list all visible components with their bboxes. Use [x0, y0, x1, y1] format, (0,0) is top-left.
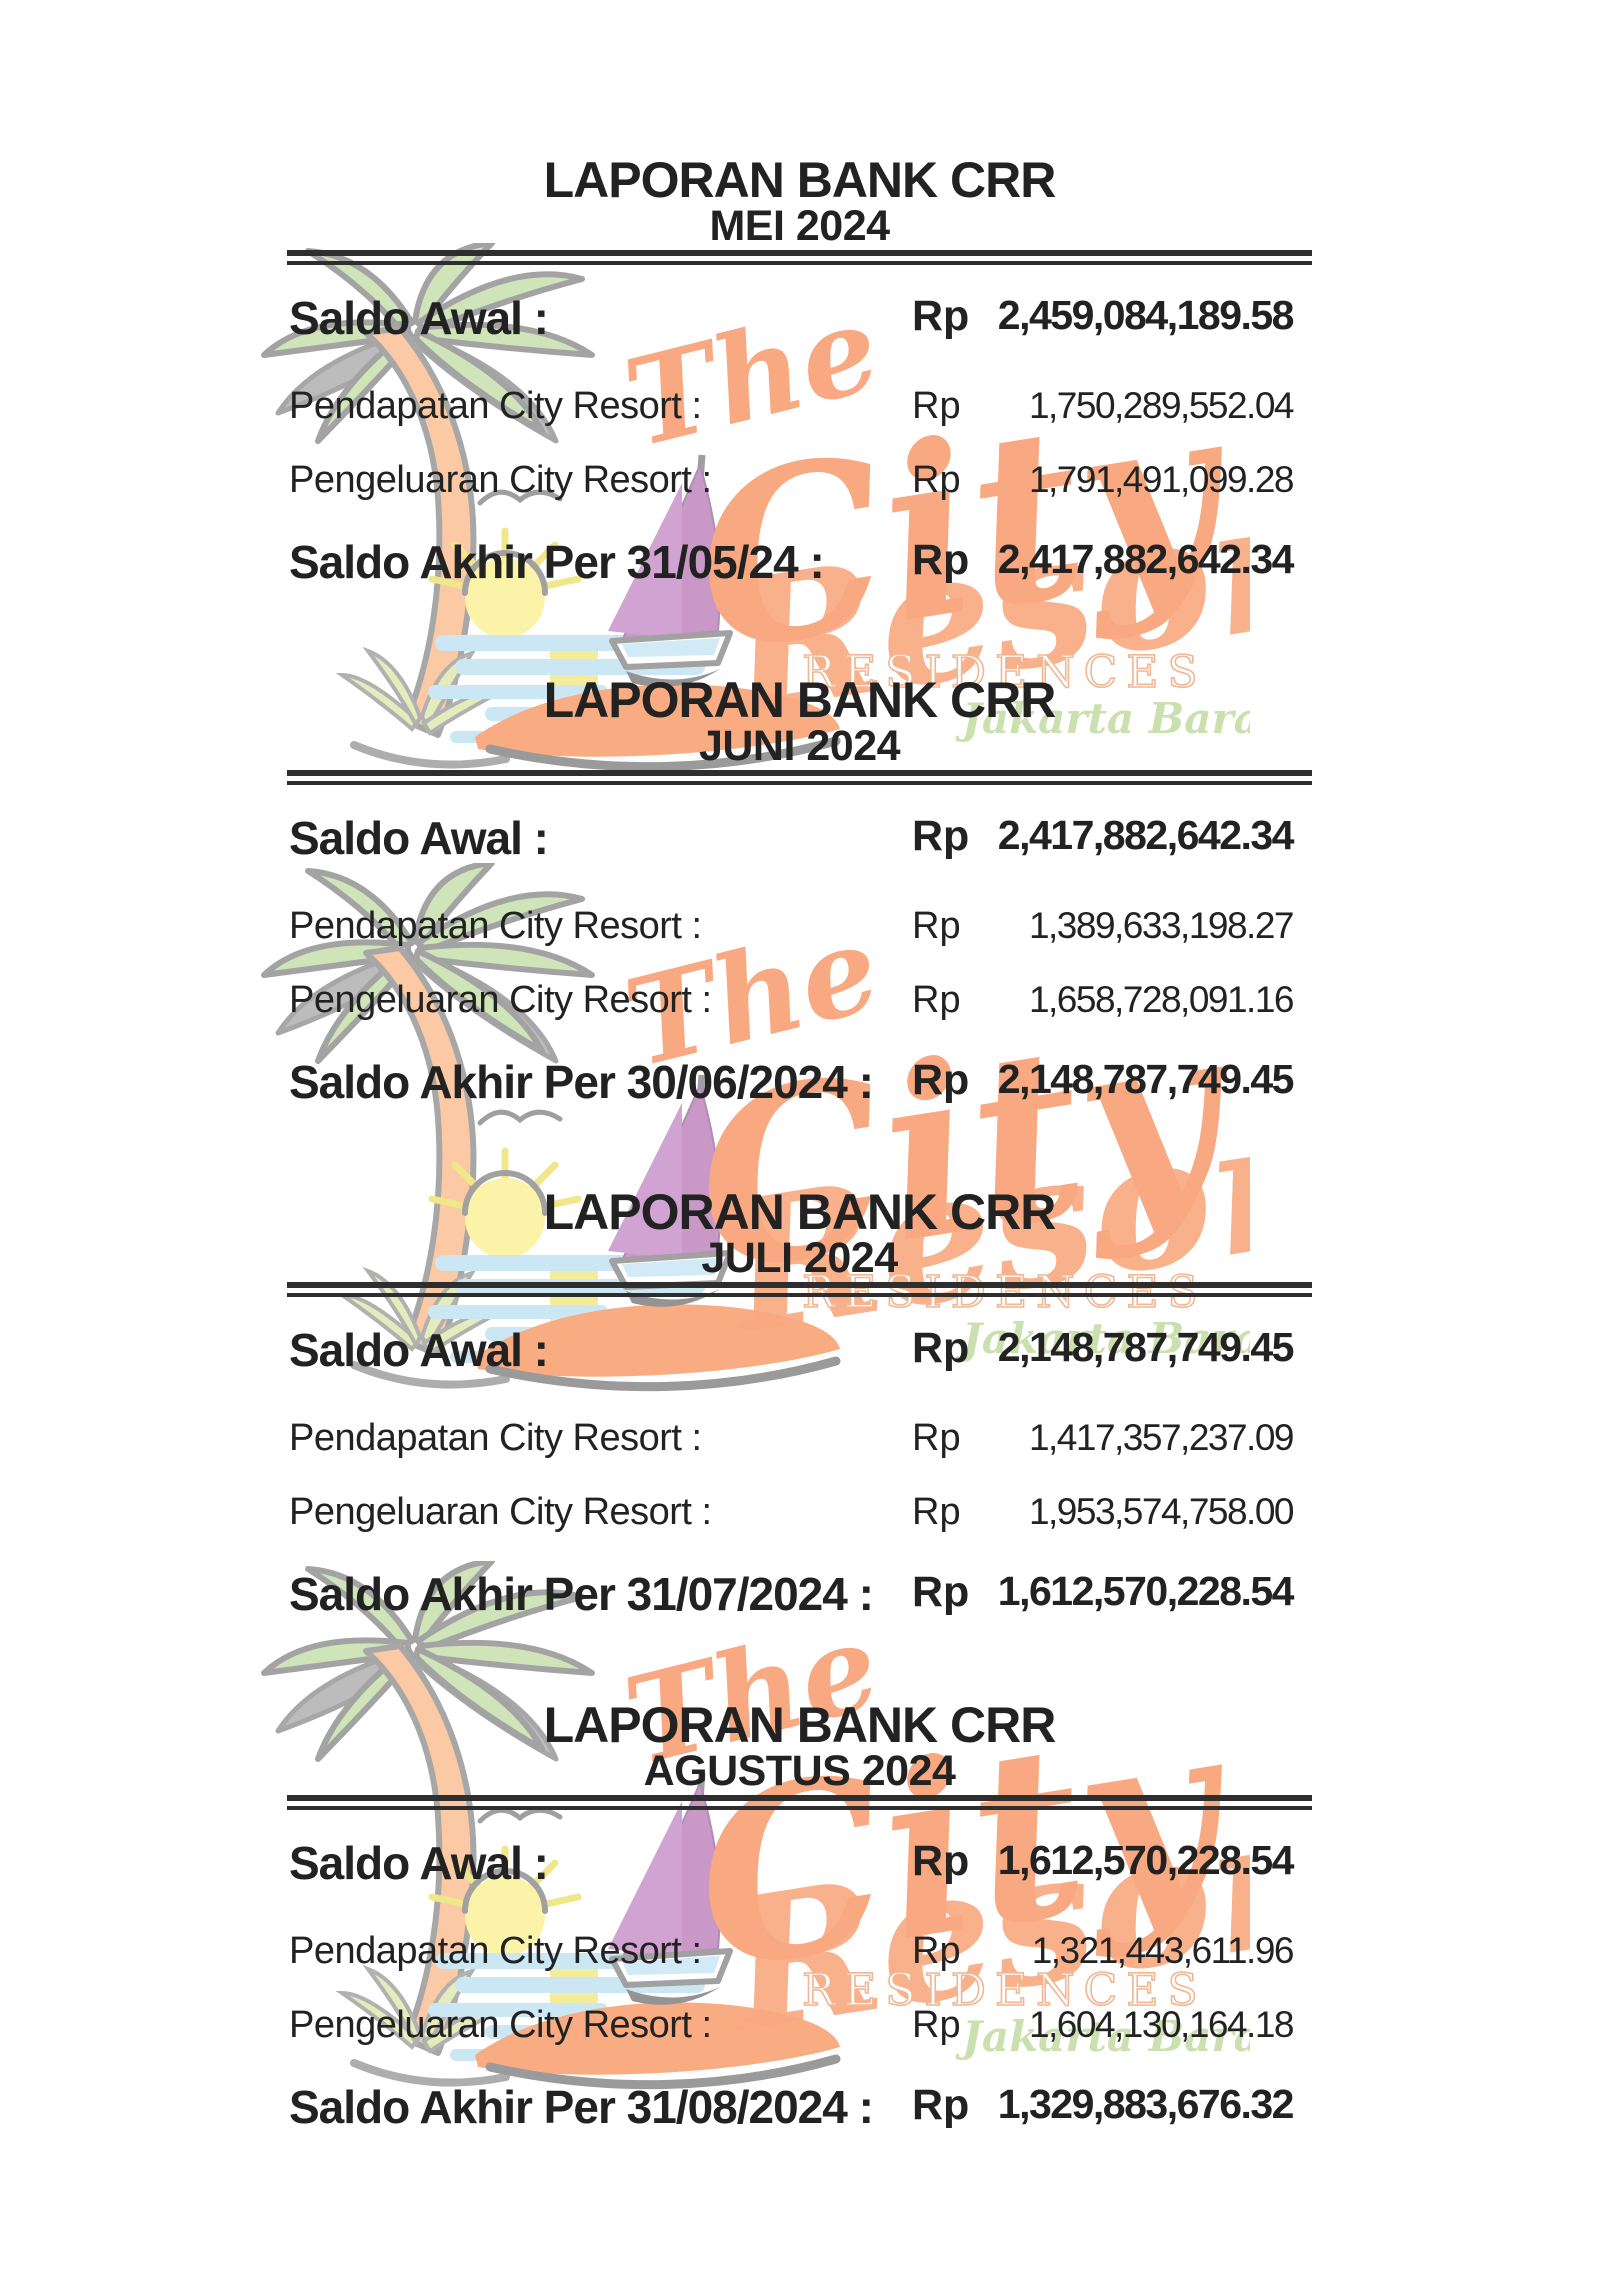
report-month: JULI 2024 — [701, 1234, 898, 1282]
currency-label: Rp — [912, 1056, 970, 1104]
row-pendapatan — [287, 1419, 1312, 1469]
report-title: LAPORAN BANK CRR — [543, 1184, 1056, 1240]
row-saldo-awal — [287, 1837, 1312, 1890]
row-value: 2,417,882,642.34 — [997, 812, 1293, 858]
row-label: Pendapatan City Resort : — [289, 385, 702, 427]
row-pengeluaran — [287, 981, 1312, 1031]
currency-label: Rp — [912, 979, 961, 1021]
row-label: Pengeluaran City Resort : — [289, 1491, 712, 1533]
row-saldo-awal — [287, 292, 1312, 345]
row-value: 1,750,289,552.04 — [1028, 385, 1293, 426]
row-value: 1,389,633,198.27 — [1028, 905, 1293, 946]
currency-label: Rp — [912, 292, 970, 340]
row-saldo-akhir — [287, 1056, 1312, 1109]
row-value: 1,329,883,676.32 — [997, 2081, 1293, 2127]
currency-label: Rp — [912, 905, 961, 947]
section-agustus-2024 — [287, 1697, 1312, 2133]
row-label: Pengeluaran City Resort : — [289, 979, 712, 1021]
currency-label: Rp — [912, 385, 961, 427]
row-value: 2,148,787,749.45 — [997, 1324, 1293, 1370]
row-label: Saldo Akhir Per 31/07/2024 : — [289, 1568, 873, 1620]
currency-label: Rp — [912, 812, 970, 860]
currency-label: Rp — [912, 2081, 970, 2129]
row-saldo-akhir — [287, 2081, 1312, 2134]
report-title: LAPORAN BANK CRR — [543, 672, 1056, 728]
row-saldo-awal — [287, 1324, 1312, 1377]
row-label: Saldo Akhir Per 30/06/2024 : — [289, 1056, 873, 1108]
row-saldo-akhir — [287, 1568, 1312, 1621]
row-value: 2,148,787,749.45 — [997, 1056, 1293, 1102]
row-pendapatan — [287, 1932, 1312, 1982]
currency-label: Rp — [912, 536, 970, 584]
divider-rule — [287, 770, 1312, 785]
row-value: 2,459,084,189.58 — [997, 292, 1293, 338]
row-label: Saldo Awal : — [289, 812, 548, 864]
row-label: Pengeluaran City Resort : — [289, 459, 712, 501]
section-juli-2024 — [287, 1184, 1312, 1620]
row-pendapatan — [287, 907, 1312, 957]
row-value: 1,321,443,611.96 — [1031, 1930, 1293, 1971]
row-pendapatan — [287, 387, 1312, 437]
section-mei-2024 — [287, 152, 1312, 588]
row-label: Pendapatan City Resort : — [289, 905, 702, 947]
report-month: MEI 2024 — [709, 202, 890, 250]
row-label: Saldo Akhir Per 31/08/2024 : — [289, 2081, 873, 2133]
row-label: Saldo Awal : — [289, 292, 548, 344]
report-month: AGUSTUS 2024 — [643, 1747, 956, 1795]
row-value: 1,953,574,758.00 — [1028, 1491, 1293, 1532]
currency-label: Rp — [912, 1837, 970, 1885]
row-value: 1,791,491,099.28 — [1028, 459, 1293, 500]
row-pengeluaran — [287, 461, 1312, 511]
row-label: Saldo Awal : — [289, 1837, 548, 1889]
row-value: 1,658,728,091.16 — [1028, 979, 1293, 1020]
row-value: 1,612,570,228.54 — [997, 1568, 1293, 1614]
currency-label: Rp — [912, 1324, 970, 1372]
row-label: Pendapatan City Resort : — [289, 1417, 702, 1459]
divider-rule — [287, 1282, 1312, 1297]
report-title: LAPORAN BANK CRR — [543, 152, 1056, 208]
row-value: 2,417,882,642.34 — [997, 536, 1293, 582]
row-label: Saldo Awal : — [289, 1324, 548, 1376]
row-label: Pengeluaran City Resort : — [289, 2004, 712, 2046]
row-value: 1,604,130,164.18 — [1028, 2004, 1293, 2045]
row-value: 1,417,357,237.09 — [1028, 1417, 1293, 1458]
currency-label: Rp — [912, 2004, 961, 2046]
row-pengeluaran — [287, 2006, 1312, 2056]
row-value: 1,612,570,228.54 — [997, 1837, 1293, 1883]
divider-rule — [287, 250, 1312, 265]
currency-label: Rp — [912, 1417, 961, 1459]
row-saldo-akhir — [287, 536, 1312, 589]
row-pengeluaran — [287, 1493, 1312, 1543]
currency-label: Rp — [912, 1568, 970, 1616]
currency-label: Rp — [912, 1491, 961, 1533]
report-month: JUNI 2024 — [698, 722, 901, 770]
report-title: LAPORAN BANK CRR — [543, 1697, 1056, 1753]
divider-rule — [287, 1795, 1312, 1810]
currency-label: Rp — [912, 1930, 961, 1972]
row-label: Saldo Akhir Per 31/05/24 : — [289, 536, 824, 588]
row-label: Pendapatan City Resort : — [289, 1930, 702, 1972]
row-saldo-awal — [287, 812, 1312, 865]
currency-label: Rp — [912, 459, 961, 501]
section-juni-2024 — [287, 672, 1312, 1108]
